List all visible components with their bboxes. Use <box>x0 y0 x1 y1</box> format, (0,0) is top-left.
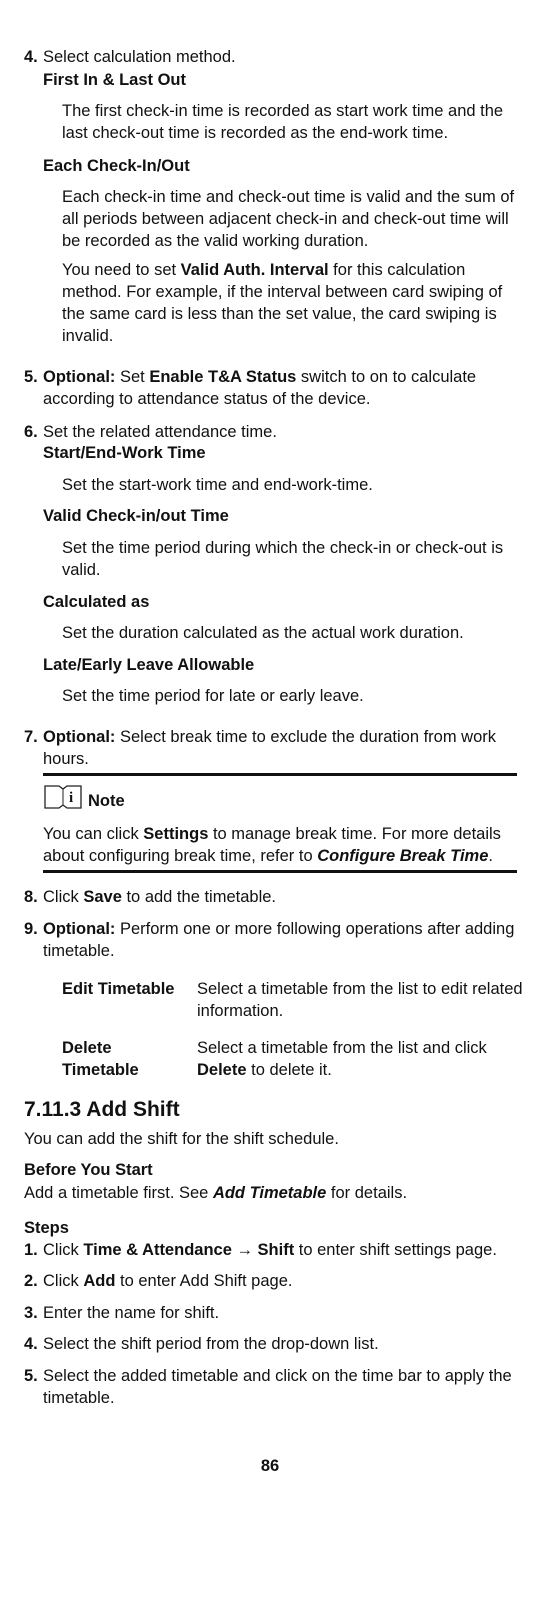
step-text: Select the shift period from the drop-down list. <box>43 1335 379 1353</box>
option-description: Each check-in time and check-out time is valid and the sum of all periods between adjacent check-in and check-out time will be recorded as the valid working duration. <box>62 188 515 250</box>
step-number: 1. <box>24 1241 38 1259</box>
note-title: Note <box>88 792 125 810</box>
step-number: 4. <box>24 1335 38 1353</box>
svg-text:i: i <box>69 790 74 806</box>
step-text: Select the added timetable and click on the time bar to apply the timetable. <box>43 1367 512 1407</box>
table-row-description: Select a timetable from the list and click Delete to delete it. <box>197 1039 487 1079</box>
note-bottom-rule <box>43 870 517 873</box>
step-number: 8. <box>24 888 38 906</box>
option-description: Set the duration calculated as the actual work duration. <box>62 624 464 642</box>
option-description: The first check-in time is recorded as start work time and the last check-out time is recorded as the end-work time. <box>62 102 504 142</box>
section-heading: 7.11.3 Add Shift <box>24 1098 180 1121</box>
table-row-label: Edit Timetable <box>62 980 175 998</box>
option-description: Set the start-work time and end-work-time. <box>62 476 373 494</box>
step-text: Optional: Perform one or more following operations after adding timetable. <box>43 920 515 960</box>
option-description: Set the time period for late or early leave. <box>62 687 364 705</box>
step-text: Set the related attendance time. <box>43 423 277 441</box>
step-text: Click Save to add the timetable. <box>43 888 276 906</box>
step-number: 4. <box>24 48 38 66</box>
note-top-rule <box>43 773 517 776</box>
step-text: Optional: Set Enable T&A Status switch to on to calculate according to attendance status of the device. <box>43 368 477 408</box>
step-text: Enter the name for shift. <box>43 1304 220 1322</box>
option-title: Late/Early Leave Allowable <box>43 656 255 674</box>
before-you-start-text: Add a timetable first. See Add Timetable for details. <box>24 1184 408 1202</box>
link-configure-break-time[interactable]: Configure Break Time <box>317 847 489 865</box>
step-text: Click Time & Attendance → Shift to enter shift settings page. <box>43 1241 497 1259</box>
step-number: 7. <box>24 728 38 746</box>
option-title: Calculated as <box>43 593 150 611</box>
step-text: Optional: Select break time to exclude the duration from work hours. <box>43 728 497 768</box>
option-description: Set the time period during which the check-in or check-out is valid. <box>62 539 504 579</box>
steps-title: Steps <box>24 1219 69 1237</box>
step-number: 9. <box>24 920 38 938</box>
step-text: Select calculation method. <box>43 48 236 66</box>
option-title: Start/End-Work Time <box>43 444 206 462</box>
table-row-description: Select a timetable from the list to edit related information. <box>197 980 523 1020</box>
step-number: 5. <box>24 1367 38 1385</box>
step-number: 5. <box>24 368 38 386</box>
step-number: 6. <box>24 423 38 441</box>
option-title: Each Check-In/Out <box>43 157 190 175</box>
step-text: Click Add to enter Add Shift page. <box>43 1272 293 1290</box>
step-number: 3. <box>24 1304 38 1322</box>
info-book-icon <box>44 783 82 809</box>
option-title: First In & Last Out <box>43 71 187 89</box>
before-you-start-title: Before You Start <box>24 1161 153 1179</box>
option-note: You need to set Valid Auth. Interval for this calculation method. For example, if the interval between card swiping of the same card is less than the set value, the card swiping is invalid. <box>62 261 503 345</box>
note-text: You can click Settings to manage break time. For more details about configuring break time, refer to Configure Break Time. <box>43 825 501 865</box>
option-title: Valid Check-in/out Time <box>43 507 229 525</box>
section-intro: You can add the shift for the shift schedule. <box>24 1130 339 1148</box>
step-number: 2. <box>24 1272 38 1290</box>
link-add-timetable[interactable]: Add Timetable <box>212 1184 327 1202</box>
page-number: 86 <box>260 1457 280 1475</box>
table-row-label: Delete Timetable <box>62 1039 139 1079</box>
